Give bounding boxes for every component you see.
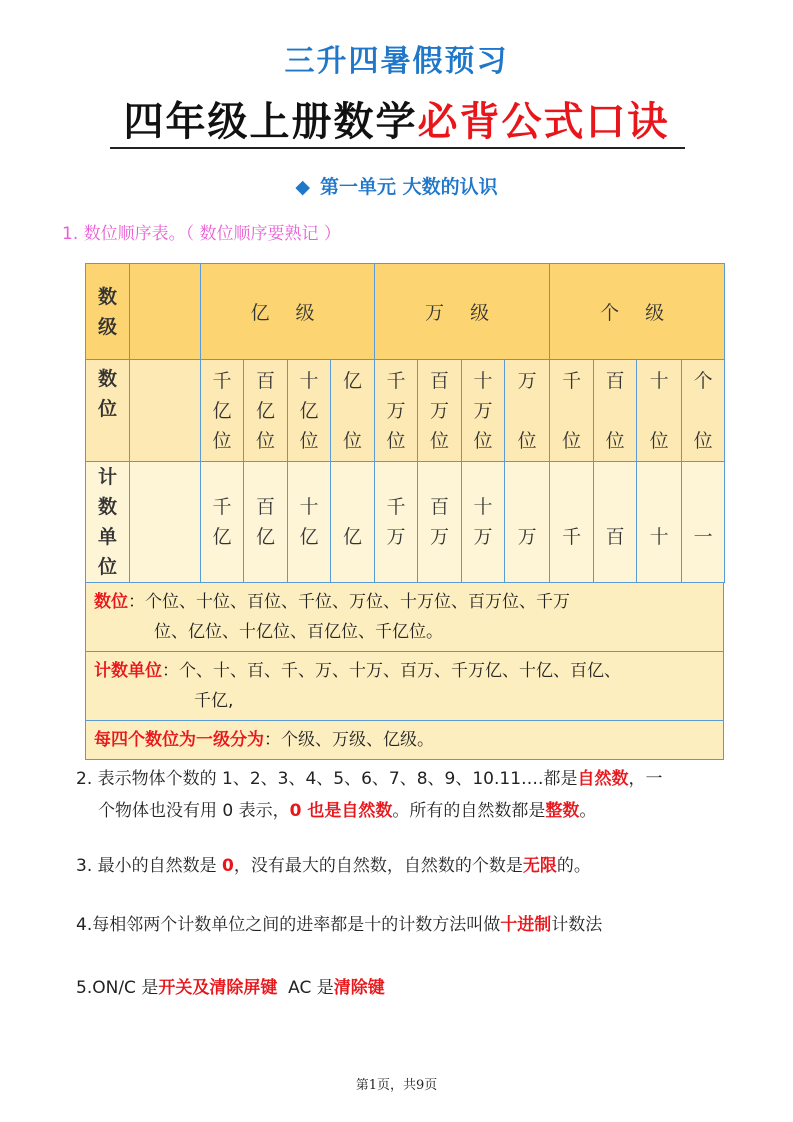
counting-unit-cell: 万	[505, 462, 550, 583]
counting-unit-cell: 一	[682, 462, 725, 583]
page-number: 第1页，共9页	[355, 1078, 438, 1093]
group-yi: 亿 级	[201, 264, 375, 360]
digit-place-cell: 百 位	[594, 360, 637, 462]
table-row-levels	[86, 264, 725, 360]
main-title	[0, 90, 793, 147]
digit-place-cell: 千 亿 位	[201, 360, 244, 462]
digit-place-cell: 百 万 位	[418, 360, 462, 462]
digit-place-cell: 千 位	[550, 360, 594, 462]
item-4: 4.每相邻两个计数单位之间的进率都是十的计数方法叫做十进制计数法	[76, 915, 603, 935]
digit-place-cell: 千 万 位	[375, 360, 418, 462]
title-black-part: 四年级上册数学	[123, 98, 418, 145]
group-ge: 个 级	[550, 264, 725, 360]
digit-place-cell: 万 位	[505, 360, 550, 462]
counting-unit-cell: 十 亿	[288, 462, 331, 583]
row-label-digit-places: 数 位	[86, 360, 130, 462]
unit-title: 第一单元 大数的认识	[320, 176, 498, 198]
digit-place-cell: 个 位	[682, 360, 725, 462]
digit-place-table	[85, 263, 725, 583]
item-2: 2. 表示物体个数的 1、2、3、4、5、6、7、8、9、10.11….都是自然数，一 个物体也没有用 0 表示，0 也是自然数。所有的自然数都是整数。	[76, 769, 663, 821]
note-digit-places	[86, 583, 724, 652]
note-text: 位、亿位、十亿位、百亿位、千亿位。	[154, 622, 443, 642]
row-label-counting-units: 计 数 单 位	[86, 462, 130, 583]
note-counting-units	[86, 652, 724, 721]
digit-place-cell: 百 亿 位	[244, 360, 288, 462]
group-wan: 万 级	[375, 264, 550, 360]
counting-unit-cell: 十 万	[462, 462, 505, 583]
counting-unit-cell: 千 亿	[201, 462, 244, 583]
table-row-counting-units	[86, 462, 725, 583]
note-text: ：个级、万级、亿级。	[264, 730, 434, 750]
subtitle: 三升四暑假预习	[284, 44, 509, 79]
note-text: ：个、十、百、千、万、十万、百万、千万亿、十亿、百亿、	[162, 661, 621, 681]
counting-unit-cell: 千	[550, 462, 594, 583]
note-levels	[86, 721, 724, 760]
digit-place-cell: 十 位	[637, 360, 682, 462]
item-3: 3. 最小的自然数是 0，没有最大的自然数，自然数的个数是无限的。	[76, 856, 591, 876]
counting-unit-cell: 十	[637, 462, 682, 583]
counting-unit-cell: 百 亿	[244, 462, 288, 583]
item-5: 5.ON/C 是开关及清除屏键 AC 是清除键	[76, 978, 385, 998]
row-label-levels: 数 级	[86, 264, 130, 360]
digit-place-cell: 亿 位	[331, 360, 375, 462]
counting-unit-cell: 百 万	[418, 462, 462, 583]
digit-place-cell: 十 万 位	[462, 360, 505, 462]
diamond-icon: ◆	[295, 176, 310, 198]
blank-cell	[130, 462, 201, 583]
title-divider	[110, 147, 685, 149]
note-label: 计数单位	[94, 661, 162, 681]
counting-unit-cell: 千 万	[375, 462, 418, 583]
counting-unit-cell: 亿	[331, 462, 375, 583]
blank-cell	[130, 360, 201, 462]
unit-heading	[0, 172, 793, 199]
notes-box	[85, 582, 724, 760]
blank-cell	[130, 264, 201, 360]
note-text: ：个位、十位、百位、千位、万位、十万位、百万位、千万	[128, 592, 570, 612]
note-text: 千亿,	[194, 691, 234, 711]
note-label: 每四个数位为一级分为	[94, 730, 264, 750]
note-label: 数位	[94, 592, 128, 612]
table-row-digit-places	[86, 360, 725, 462]
digit-place-cell: 十 亿 位	[288, 360, 331, 462]
item-1-heading: 1. 数位顺序表。（ 数位顺序要熟记 ）	[62, 224, 341, 244]
title-red-part: 必背公式口诀	[417, 98, 670, 145]
counting-unit-cell: 百	[594, 462, 637, 583]
